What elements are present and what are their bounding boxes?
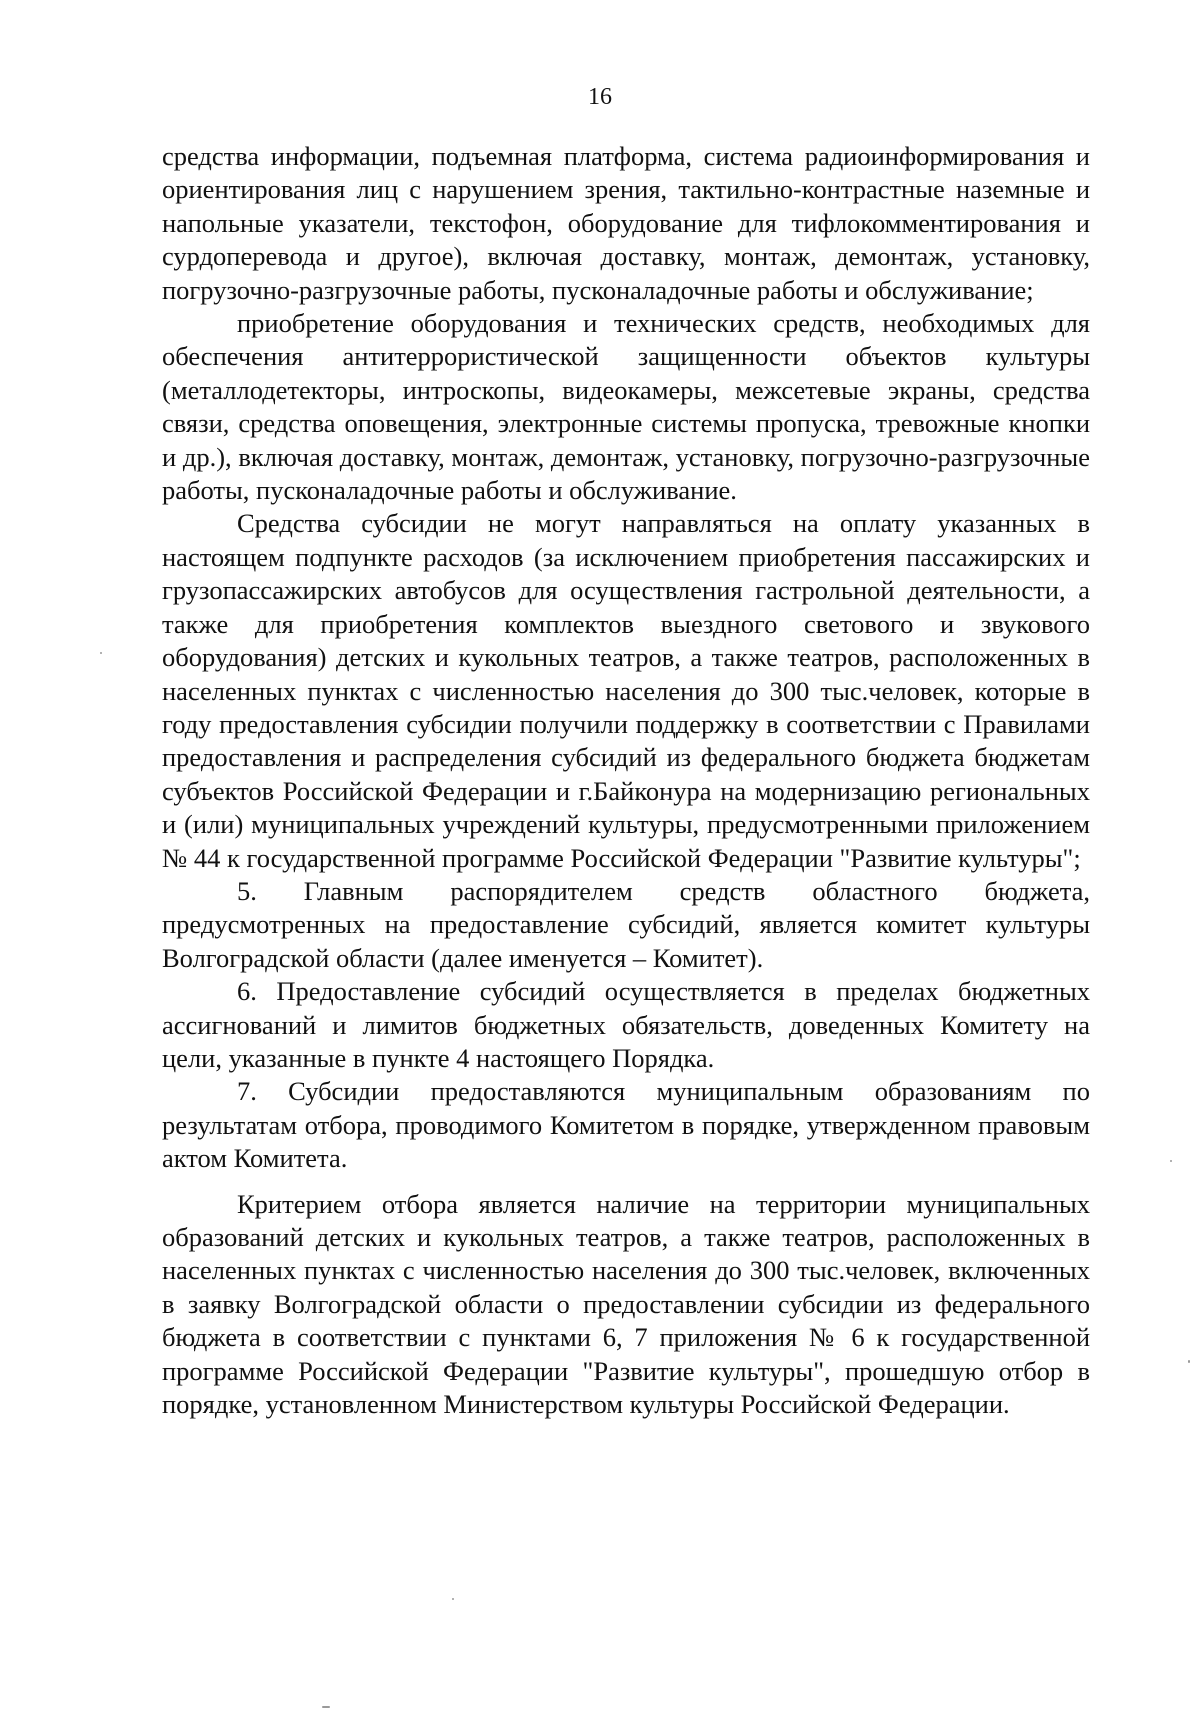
paragraph-item-7: 7. Субсидии предоставляются муниципальным образованиям по результатам отбора, проводимого Комитетом в порядке, утвержденном правовым актом Комитета.	[162, 1076, 1090, 1174]
scan-speck	[1188, 1360, 1190, 1363]
paragraph-item-6: 6. Предоставление субсидий осуществляется в пределах бюджетных ассигнований и лимитов бюджетных обязательств, доведенных Комитету на цели, указанные в пункте 4 настоящего Порядка.	[162, 976, 1090, 1073]
scan-speck	[100, 652, 102, 654]
paragraph-equipment-list-continuation: средства информации, подъемная платформа, система радиоинформирования и ориентирования лиц с нарушением зрения, тактильно-контрастные наземные и напольные указатели, текстофон, оборудование для тифлокомментирования и сурдоперевода и другое), включая доставку, монтаж, демонтаж, установку, погрузочно-разгрузочные работы, пусконаладочные работы и обслуживание;	[162, 141, 1090, 305]
paragraph-antiterrorism-equipment: приобретение оборудования и технических средств, необходимых для обеспечения антитеррористической защищенности объектов культуры (металлодетекторы, интроскопы, видеокамеры, межсетевые экраны, средства связи, средства оповещения, электронные системы пропуска, тревожные кнопки и др.), включая доставку, монтаж, демонтаж, установку, погрузочно-разгрузочные работы, пусконаладочные работы и обслуживание.	[162, 308, 1090, 506]
page-number: 16	[588, 84, 612, 110]
paragraph-selection-criterion: Критерием отбора является наличие на территории муниципальных образований детских и кукольных театров, а также театров, расположенных в населенных пунктах с численностью населения до 300 тыс.человек, включенных в заявку Волгоградской области о предоставлении субсидии из федерального бюджета в соответствии с пунктами 6, 7 приложения № 6 к государственной программе Российской Федерации "Развитие культуры", прошедшую отбор в порядке, установленном Министерством культуры Российской Федерации.	[162, 1188, 1090, 1420]
scan-speck	[1170, 1160, 1172, 1162]
scan-speck	[452, 1598, 454, 1600]
document-body	[162, 140, 1090, 1421]
paragraph-subsidy-restrictions: Средства субсидии не могут направляться на оплату указанных в настоящем подпункте расходов (за исключением приобретения пассажирских и грузопассажирских автобусов для осуществления гастрольной деятельности, а также для приобретения комплектов выездного светового и звукового оборудования) детских и кукольных театров, а также театров, расположенных в населенных пунктах с численностью населения до 300 тыс.человек, которые в году предоставления субсидии получили поддержку в соответствии с Правилами предоставления и распределения субсидий из федерального бюджета бюджетам субъектов Российской Федерации и г.Байконура на модернизацию региональных и (или) муниципальных учреждений культуры, предусмотренными приложением № 44 к государственной программе Российской Федерации "Развитие культуры";	[162, 508, 1090, 873]
paragraph-item-5: 5. Главным распорядителем средств областного бюджета, предусмотренных на предоставление субсидий, является комитет культуры Волгоградской области (далее именуется – Комитет).	[162, 875, 1090, 973]
scan-speck	[322, 1706, 330, 1708]
